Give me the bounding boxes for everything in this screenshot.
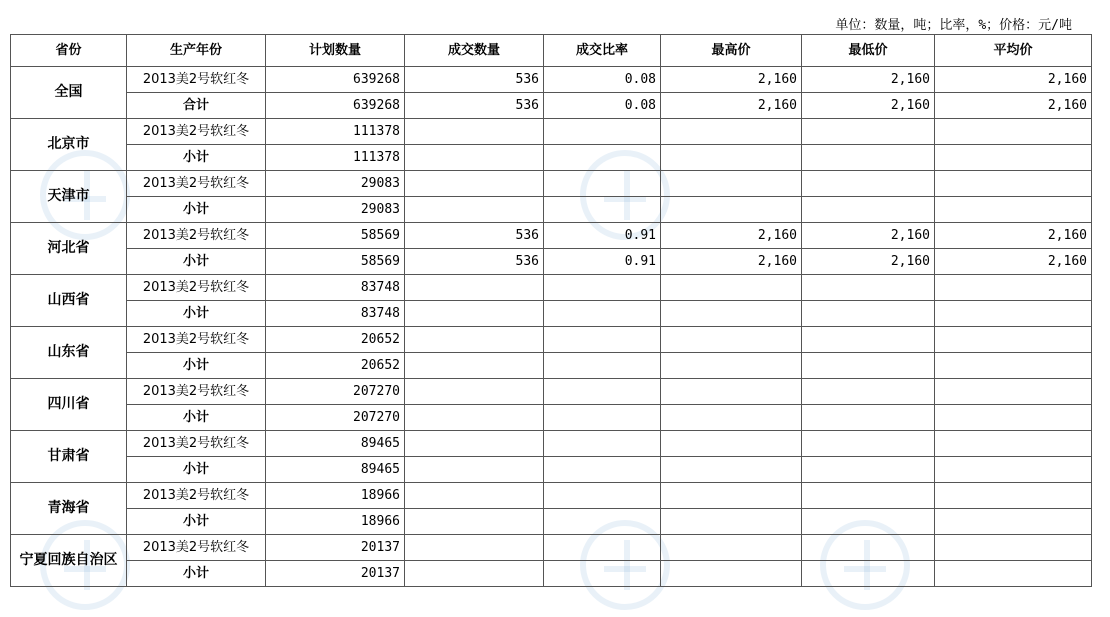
average-price-cell xyxy=(935,171,1092,197)
table-body xyxy=(11,67,1092,587)
planned-quantity-cell: 29083 xyxy=(266,197,405,223)
average-price-cell xyxy=(935,509,1092,535)
table-row xyxy=(11,301,1092,327)
table-row xyxy=(11,223,1092,249)
highest-price-cell xyxy=(661,535,802,561)
deal-ratio-cell xyxy=(544,327,661,353)
planned-quantity-cell: 83748 xyxy=(266,275,405,301)
production-year-cell: 2013美2号软红冬 xyxy=(127,483,266,509)
table-row xyxy=(11,119,1092,145)
table-row xyxy=(11,93,1092,119)
average-price-cell: 2,160 xyxy=(935,93,1092,119)
production-year-cell: 2013美2号软红冬 xyxy=(127,171,266,197)
production-year-cell: 2013美2号软红冬 xyxy=(127,67,266,93)
table-row xyxy=(11,405,1092,431)
planned-quantity-cell: 58569 xyxy=(266,249,405,275)
deal-ratio-cell: 0.91 xyxy=(544,223,661,249)
subtotal-label-cell: 小计 xyxy=(127,509,266,535)
production-year-cell: 2013美2号软红冬 xyxy=(127,223,266,249)
highest-price-cell xyxy=(661,483,802,509)
production-year-cell: 2013美2号软红冬 xyxy=(127,379,266,405)
planned-quantity-cell: 18966 xyxy=(266,483,405,509)
table-row xyxy=(11,509,1092,535)
lowest-price-cell: 2,160 xyxy=(802,223,935,249)
province-cell: 四川省 xyxy=(11,379,127,431)
table-row xyxy=(11,327,1092,353)
lowest-price-cell xyxy=(802,483,935,509)
planned-quantity-cell: 207270 xyxy=(266,405,405,431)
deal-quantity-cell xyxy=(405,405,544,431)
deal-quantity-cell xyxy=(405,145,544,171)
average-price-cell xyxy=(935,561,1092,587)
header-province: 省份 xyxy=(11,35,127,67)
deal-ratio-cell xyxy=(544,405,661,431)
deal-quantity-cell xyxy=(405,119,544,145)
production-year-cell: 2013美2号软红冬 xyxy=(127,275,266,301)
header-average-price: 平均价 xyxy=(935,35,1092,67)
planned-quantity-cell: 18966 xyxy=(266,509,405,535)
production-year-cell: 2013美2号软红冬 xyxy=(127,431,266,457)
planned-quantity-cell: 639268 xyxy=(266,93,405,119)
subtotal-label-cell: 小计 xyxy=(127,405,266,431)
header-lowest-price: 最低价 xyxy=(802,35,935,67)
lowest-price-cell xyxy=(802,561,935,587)
deal-ratio-cell xyxy=(544,535,661,561)
planned-quantity-cell: 89465 xyxy=(266,431,405,457)
deal-ratio-cell xyxy=(544,379,661,405)
table-row xyxy=(11,249,1092,275)
average-price-cell xyxy=(935,275,1092,301)
province-cell: 青海省 xyxy=(11,483,127,535)
lowest-price-cell xyxy=(802,301,935,327)
lowest-price-cell xyxy=(802,509,935,535)
average-price-cell xyxy=(935,353,1092,379)
planned-quantity-cell: 20137 xyxy=(266,535,405,561)
province-cell: 宁夏回族自治区 xyxy=(11,535,127,587)
planned-quantity-cell: 20137 xyxy=(266,561,405,587)
highest-price-cell xyxy=(661,405,802,431)
highest-price-cell xyxy=(661,353,802,379)
lowest-price-cell xyxy=(802,535,935,561)
deal-quantity-cell xyxy=(405,327,544,353)
subtotal-label-cell: 小计 xyxy=(127,301,266,327)
table-row xyxy=(11,145,1092,171)
lowest-price-cell: 2,160 xyxy=(802,249,935,275)
deal-quantity-cell: 536 xyxy=(405,67,544,93)
table-row xyxy=(11,379,1092,405)
province-cell: 天津市 xyxy=(11,171,127,223)
table-row xyxy=(11,353,1092,379)
planned-quantity-cell: 111378 xyxy=(266,119,405,145)
deal-ratio-cell xyxy=(544,561,661,587)
deal-ratio-cell xyxy=(544,457,661,483)
table-row xyxy=(11,197,1092,223)
table-row xyxy=(11,457,1092,483)
province-cell: 河北省 xyxy=(11,223,127,275)
deal-ratio-cell xyxy=(544,509,661,535)
production-year-cell: 2013美2号软红冬 xyxy=(127,119,266,145)
deal-ratio-cell xyxy=(544,119,661,145)
deal-ratio-cell xyxy=(544,483,661,509)
highest-price-cell xyxy=(661,379,802,405)
highest-price-cell xyxy=(661,509,802,535)
highest-price-cell xyxy=(661,171,802,197)
header-planned-quantity: 计划数量 xyxy=(266,35,405,67)
subtotal-label-cell: 小计 xyxy=(127,249,266,275)
planned-quantity-cell: 111378 xyxy=(266,145,405,171)
table-row xyxy=(11,483,1092,509)
highest-price-cell xyxy=(661,197,802,223)
highest-price-cell: 2,160 xyxy=(661,223,802,249)
lowest-price-cell xyxy=(802,171,935,197)
deal-ratio-cell: 0.91 xyxy=(544,249,661,275)
deal-quantity-cell: 536 xyxy=(405,223,544,249)
province-cell: 甘肃省 xyxy=(11,431,127,483)
table-row xyxy=(11,431,1092,457)
deal-quantity-cell: 536 xyxy=(405,249,544,275)
deal-quantity-cell: 536 xyxy=(405,93,544,119)
subtotal-label-cell: 小计 xyxy=(127,145,266,171)
table-header-row xyxy=(11,35,1092,67)
subtotal-label-cell: 小计 xyxy=(127,197,266,223)
deal-quantity-cell xyxy=(405,301,544,327)
deal-ratio-cell xyxy=(544,171,661,197)
lowest-price-cell xyxy=(802,431,935,457)
highest-price-cell: 2,160 xyxy=(661,249,802,275)
average-price-cell: 2,160 xyxy=(935,223,1092,249)
average-price-cell xyxy=(935,483,1092,509)
deal-quantity-cell xyxy=(405,353,544,379)
average-price-cell xyxy=(935,379,1092,405)
lowest-price-cell xyxy=(802,457,935,483)
lowest-price-cell xyxy=(802,197,935,223)
lowest-price-cell xyxy=(802,379,935,405)
average-price-cell xyxy=(935,457,1092,483)
highest-price-cell xyxy=(661,301,802,327)
deal-quantity-cell xyxy=(405,509,544,535)
planned-quantity-cell: 83748 xyxy=(266,301,405,327)
average-price-cell: 2,160 xyxy=(935,249,1092,275)
lowest-price-cell xyxy=(802,145,935,171)
highest-price-cell: 2,160 xyxy=(661,93,802,119)
lowest-price-cell xyxy=(802,327,935,353)
deal-quantity-cell xyxy=(405,379,544,405)
average-price-cell xyxy=(935,301,1092,327)
average-price-cell xyxy=(935,119,1092,145)
average-price-cell xyxy=(935,327,1092,353)
header-highest-price: 最高价 xyxy=(661,35,802,67)
deal-ratio-cell xyxy=(544,431,661,457)
highest-price-cell xyxy=(661,119,802,145)
deal-ratio-cell xyxy=(544,353,661,379)
deal-quantity-cell xyxy=(405,535,544,561)
average-price-cell xyxy=(935,405,1092,431)
deal-ratio-cell xyxy=(544,197,661,223)
province-cell: 全国 xyxy=(11,67,127,119)
subtotal-label-cell: 小计 xyxy=(127,353,266,379)
lowest-price-cell: 2,160 xyxy=(802,93,935,119)
deal-quantity-cell xyxy=(405,275,544,301)
province-cell: 山东省 xyxy=(11,327,127,379)
highest-price-cell xyxy=(661,561,802,587)
planned-quantity-cell: 58569 xyxy=(266,223,405,249)
deal-quantity-cell xyxy=(405,431,544,457)
subtotal-label-cell: 小计 xyxy=(127,561,266,587)
table-row xyxy=(11,561,1092,587)
deal-quantity-cell xyxy=(405,171,544,197)
highest-price-cell: 2,160 xyxy=(661,67,802,93)
deal-quantity-cell xyxy=(405,457,544,483)
planned-quantity-cell: 29083 xyxy=(266,171,405,197)
highest-price-cell xyxy=(661,457,802,483)
planned-quantity-cell: 20652 xyxy=(266,327,405,353)
province-cell: 北京市 xyxy=(11,119,127,171)
table-row xyxy=(11,67,1092,93)
average-price-cell xyxy=(935,535,1092,561)
lowest-price-cell xyxy=(802,353,935,379)
production-year-cell: 2013美2号软红冬 xyxy=(127,535,266,561)
header-deal-ratio: 成交比率 xyxy=(544,35,661,67)
lowest-price-cell: 2,160 xyxy=(802,67,935,93)
subtotal-label-cell: 小计 xyxy=(127,457,266,483)
table-row xyxy=(11,275,1092,301)
planned-quantity-cell: 20652 xyxy=(266,353,405,379)
lowest-price-cell xyxy=(802,119,935,145)
planned-quantity-cell: 207270 xyxy=(266,379,405,405)
lowest-price-cell xyxy=(802,405,935,431)
highest-price-cell xyxy=(661,327,802,353)
planned-quantity-cell: 639268 xyxy=(266,67,405,93)
deal-quantity-cell xyxy=(405,483,544,509)
deal-ratio-cell xyxy=(544,275,661,301)
subtotal-label-cell: 合计 xyxy=(127,93,266,119)
planned-quantity-cell: 89465 xyxy=(266,457,405,483)
trade-results-table xyxy=(10,34,1092,587)
average-price-cell xyxy=(935,431,1092,457)
deal-ratio-cell: 0.08 xyxy=(544,67,661,93)
deal-ratio-cell: 0.08 xyxy=(544,93,661,119)
lowest-price-cell xyxy=(802,275,935,301)
deal-ratio-cell xyxy=(544,301,661,327)
table-row xyxy=(11,535,1092,561)
deal-ratio-cell xyxy=(544,145,661,171)
deal-quantity-cell xyxy=(405,197,544,223)
highest-price-cell xyxy=(661,431,802,457)
header-deal-quantity: 成交数量 xyxy=(405,35,544,67)
production-year-cell: 2013美2号软红冬 xyxy=(127,327,266,353)
highest-price-cell xyxy=(661,145,802,171)
highest-price-cell xyxy=(661,275,802,301)
header-production-year: 生产年份 xyxy=(127,35,266,67)
province-cell: 山西省 xyxy=(11,275,127,327)
average-price-cell xyxy=(935,197,1092,223)
average-price-cell: 2,160 xyxy=(935,67,1092,93)
table-row xyxy=(11,171,1092,197)
deal-quantity-cell xyxy=(405,561,544,587)
average-price-cell xyxy=(935,145,1092,171)
unit-note: 单位：数量，吨；比率，%；价格：元/吨 xyxy=(835,18,1072,33)
